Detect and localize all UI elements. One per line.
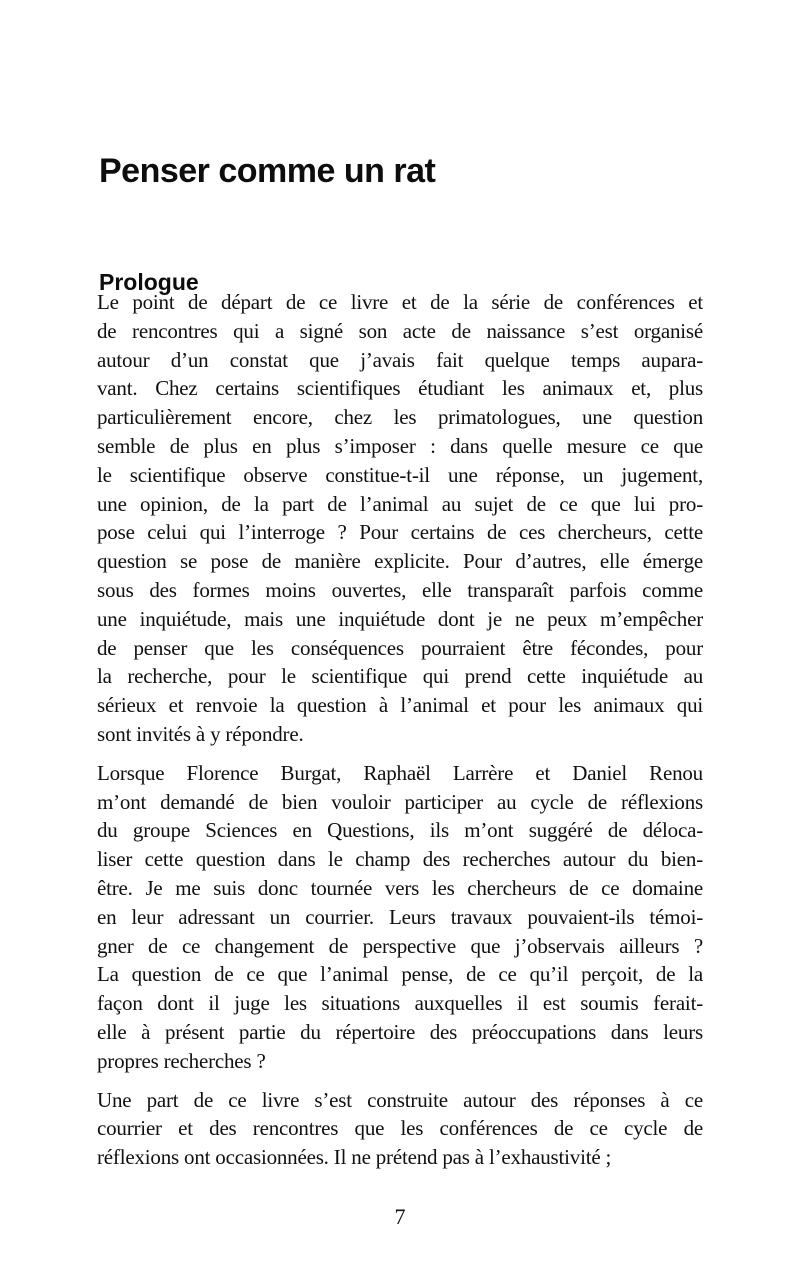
- text-line: en leur adressant un courrier. Leurs travaux pouvaient-ils témoi-: [97, 904, 703, 929]
- text-line: Une part de ce livre s’est construite autour des réponses à ce: [97, 1087, 703, 1112]
- text-line: Lorsque Florence Burgat, Raphaël Larrère et Daniel Renou: [97, 760, 703, 785]
- text-line: Le point de départ de ce livre et de la série de conférences et: [97, 290, 703, 314]
- paragraph-3: [97, 1086, 703, 1172]
- text-line: du groupe Sciences en Questions, ils m’ont suggéré de déloca-: [97, 818, 703, 843]
- text-line: gner de ce changement de perspective que j’observais ailleurs ?: [97, 933, 703, 958]
- text-line: particulièrement encore, chez les primatologues, une question: [97, 405, 703, 430]
- text-line: une opinion, de la part de l’animal au sujet de ce que lui pro-: [97, 491, 703, 516]
- text-line: de penser que les conséquences pourraient être fécondes, pour: [97, 635, 703, 660]
- text-line: semble de plus en plus s’imposer : dans quelle mesure ce que: [97, 433, 703, 458]
- text-line: vant. Chez certains scientifiques étudiant les animaux et, plus: [97, 376, 703, 401]
- paragraph-2: [97, 759, 703, 1076]
- text-line: sous des formes moins ouvertes, elle transparaît parfois comme: [97, 577, 703, 602]
- text-line: de rencontres qui a signé son acte de naissance s’est organisé: [97, 318, 703, 343]
- text-line: m’ont demandé de bien vouloir participer au cycle de réflexions: [97, 789, 703, 814]
- text-line: pose celui qui l’interroge ? Pour certains de ces chercheurs, cette: [97, 520, 703, 545]
- text-line: la recherche, pour le scientifique qui prend cette inquiétude au: [97, 664, 703, 689]
- section-heading: Prologue: [99, 269, 199, 296]
- text-line: façon dont il juge les situations auxquelles il est soumis ferait-: [97, 991, 703, 1016]
- text-line: être. Je me suis donc tournée vers les chercheurs de ce domaine: [97, 875, 703, 900]
- text-line: propres recherches ?: [97, 1048, 266, 1073]
- paragraph-1: [97, 288, 703, 749]
- text-line: sérieux et renvoie la question à l’animal et pour les animaux qui: [97, 693, 703, 718]
- book-title: Penser comme un rat: [99, 151, 436, 190]
- text-line: autour d’un constat que j’avais fait quelque temps aupara-: [97, 347, 703, 372]
- text-line: sont invités à y répondre.: [97, 721, 304, 746]
- text-line: liser cette question dans le champ des recherches autour du bien-: [97, 847, 703, 872]
- text-line: le scientifique observe constitue-t-il une réponse, un jugement,: [97, 462, 703, 487]
- text-line: courrier et des rencontres que les conférences de ce cycle de: [97, 1116, 703, 1141]
- text-line: une inquiétude, mais une inquiétude dont je ne peux m’empêcher: [97, 606, 703, 631]
- body-text: [97, 288, 703, 1182]
- text-line: question se pose de manière explicite. Pour d’autres, elle émerge: [97, 549, 703, 574]
- page-number: 7: [394, 1204, 406, 1229]
- text-line: réflexions ont occasionnées. Il ne prétend pas à l’exhaustivité ;: [97, 1145, 612, 1170]
- text-line: La question de ce que l’animal pense, de ce qu’il perçoit, de la: [97, 962, 703, 987]
- text-line: elle à présent partie du répertoire des préoccupations dans leurs: [97, 1019, 703, 1044]
